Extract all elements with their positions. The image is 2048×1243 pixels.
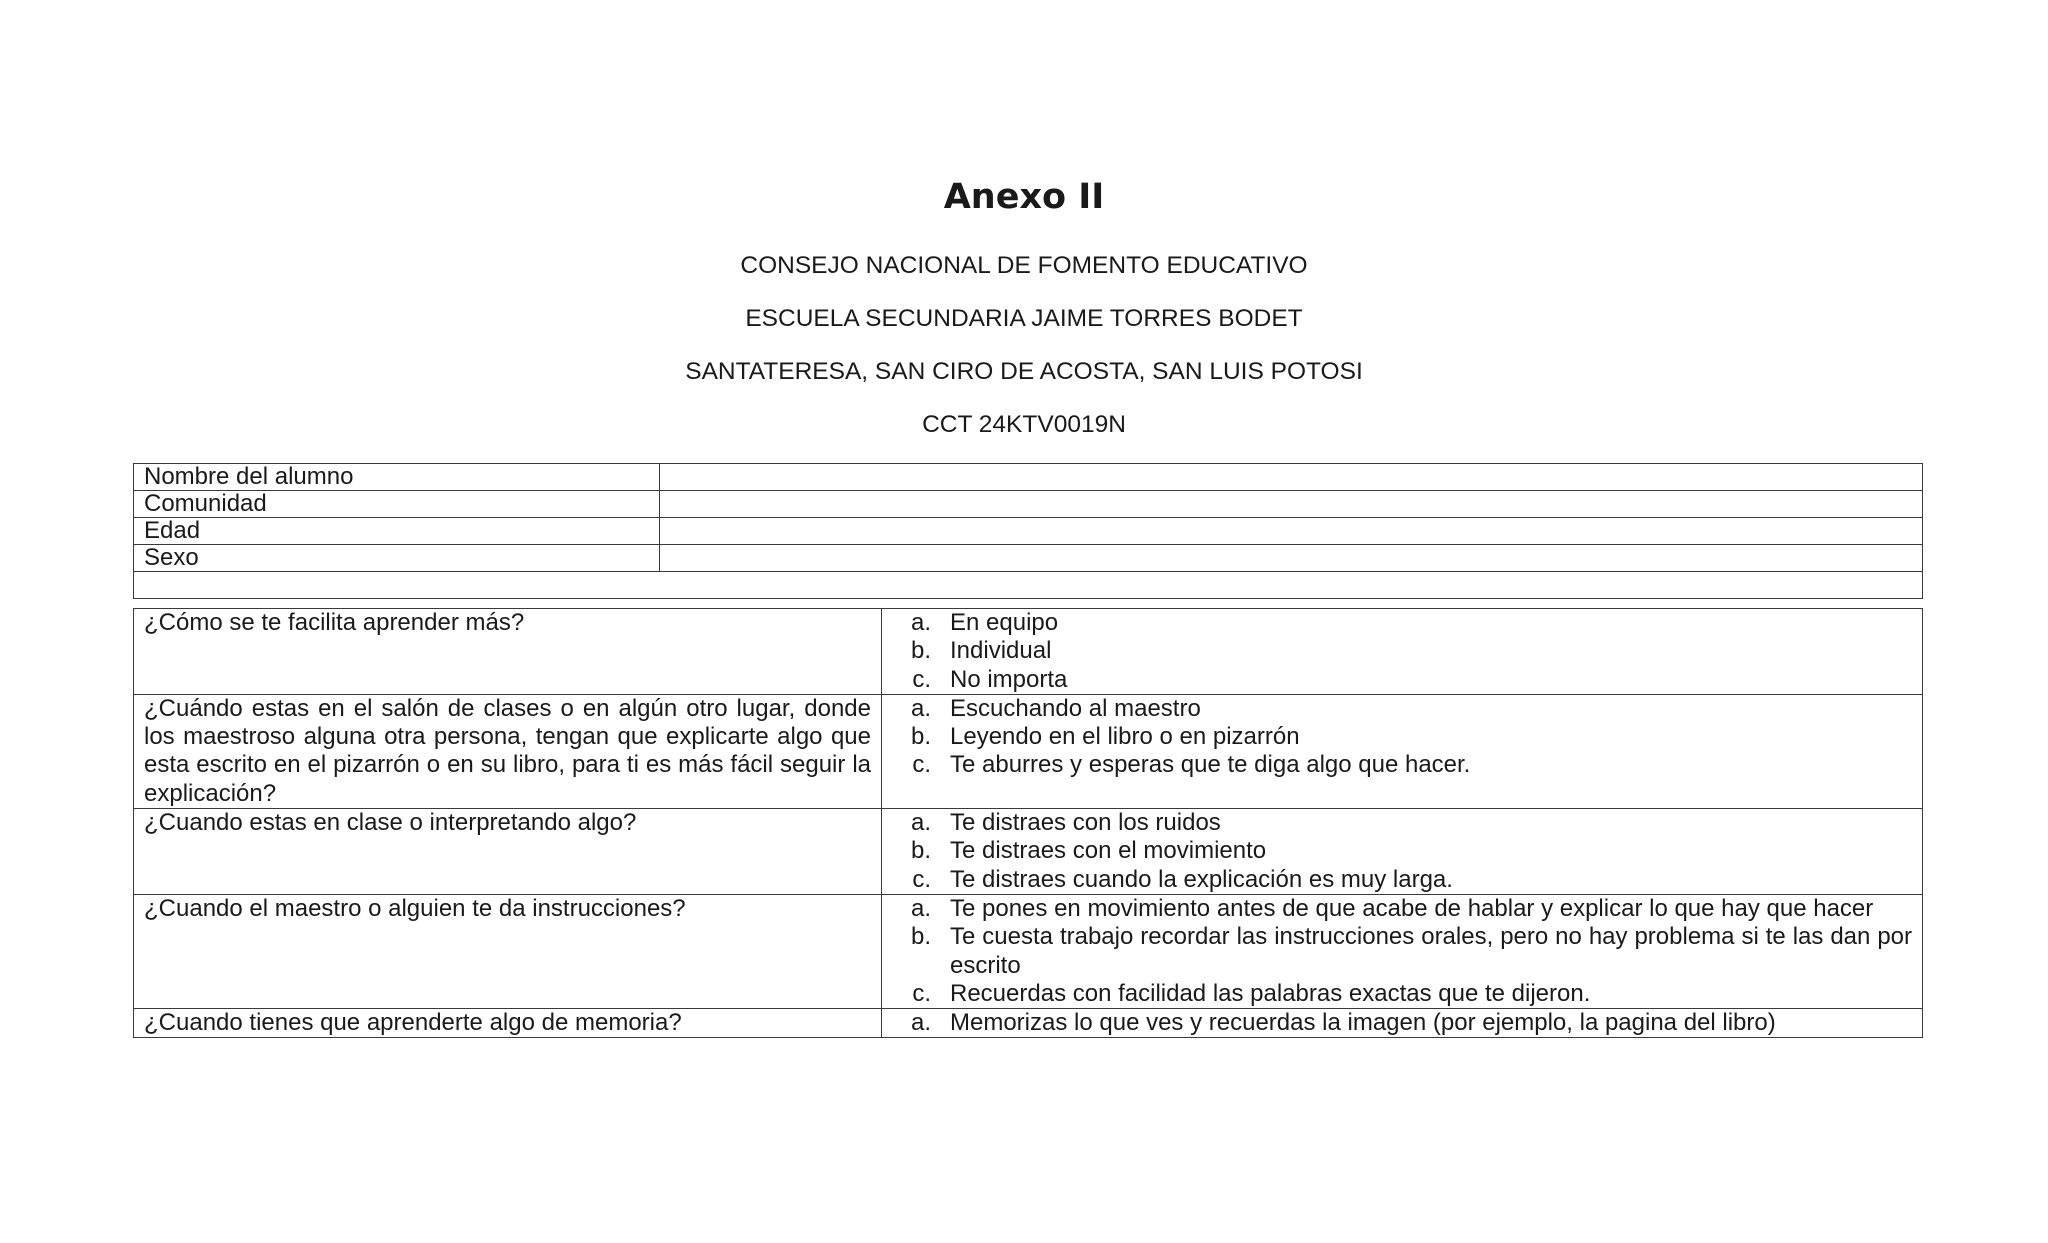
option-marker: b.	[910, 923, 931, 951]
option-marker: b.	[910, 637, 931, 665]
option-text: Escuchando al maestro	[950, 694, 1201, 722]
document-title: Anexo II	[943, 177, 1105, 217]
info-label-name: Nombre del alumno	[134, 464, 660, 491]
option-item[interactable]	[882, 1009, 1912, 1037]
option-text: Te distraes con el movimiento	[950, 837, 1267, 865]
question-text: ¿Cuando tienes que aprenderte algo de memoria?	[134, 1009, 882, 1038]
answer-options	[882, 1009, 1923, 1038]
info-label-age: Edad	[134, 518, 660, 545]
info-spacer-row	[134, 572, 1923, 599]
header-cct: CCT 24KTV0019N	[922, 411, 1126, 438]
option-list	[882, 609, 1912, 694]
question-row	[134, 609, 1923, 695]
option-marker: a.	[910, 694, 931, 722]
question-text: ¿Cómo se te facilita aprender más?	[134, 609, 882, 695]
questionnaire-table	[133, 608, 1923, 1038]
option-marker: a.	[910, 894, 931, 922]
option-marker: b.	[910, 837, 931, 865]
info-label-community: Comunidad	[134, 491, 660, 518]
option-item[interactable]	[882, 723, 1912, 751]
option-item[interactable]	[882, 809, 1912, 837]
option-marker: c.	[912, 865, 931, 893]
option-item[interactable]	[882, 695, 1912, 723]
question-text: ¿Cuándo estas en el salón de clases o en algún otro lugar, donde los maestroso alguna otra persona, tengan que explicarte algo que esta escrito en el pizarrón o en su libro, para ti es más fácil seguir la explicación?	[134, 694, 882, 808]
option-text: Te distraes con los ruidos	[950, 809, 1221, 837]
option-text: No importa	[950, 665, 1068, 693]
question-row	[134, 894, 1923, 1008]
question-row	[134, 1009, 1923, 1038]
option-text: En equipo	[950, 609, 1059, 636]
option-text: Te distraes cuando la explicación es muy larga.	[950, 865, 1453, 893]
info-value-name[interactable]	[660, 464, 1923, 491]
option-marker: a.	[910, 809, 931, 837]
option-list	[882, 895, 1912, 1008]
info-value-sex[interactable]	[660, 545, 1923, 572]
option-text: Te cuesta trabajo recordar las instrucciones orales, pero no hay problema si te las dan por escrito	[950, 923, 1912, 979]
header-school: ESCUELA SECUNDARIA JAIME TORRES BODET	[745, 305, 1303, 332]
option-marker: a.	[910, 609, 931, 636]
option-list	[882, 1009, 1912, 1037]
option-item[interactable]	[882, 609, 1912, 637]
option-text: Individual	[950, 637, 1052, 665]
header-location: SANTATERESA, SAN CIRO DE ACOSTA, SAN LUIS POTOSI	[685, 358, 1363, 385]
option-item[interactable]	[882, 866, 1912, 894]
option-item[interactable]	[882, 666, 1912, 694]
info-row-sex	[134, 545, 1923, 572]
option-marker: c.	[912, 751, 931, 779]
question-row	[134, 694, 1923, 808]
option-text: Te pones en movimiento antes de que acabe de hablar y explicar lo que hay que hacer	[950, 894, 1874, 922]
question-text: ¿Cuando estas en clase o interpretando algo?	[134, 809, 882, 895]
option-item[interactable]	[882, 837, 1912, 865]
info-row-name	[134, 464, 1923, 491]
option-item[interactable]	[882, 923, 1912, 980]
info-value-age[interactable]	[660, 518, 1923, 545]
option-marker: c.	[912, 979, 931, 1007]
option-item[interactable]	[882, 637, 1912, 665]
option-item[interactable]	[882, 980, 1912, 1008]
option-list	[882, 809, 1912, 894]
option-text: Te aburres y esperas que te diga algo que hacer.	[950, 751, 1471, 779]
info-label-sex: Sexo	[134, 545, 660, 572]
info-row-age	[134, 518, 1923, 545]
option-text: Memorizas lo que ves y recuerdas la imagen (por ejemplo, la pagina del libro)	[950, 1009, 1776, 1037]
info-spacer-cell	[134, 572, 1923, 599]
option-item[interactable]	[882, 895, 1912, 923]
option-list	[882, 695, 1912, 780]
question-row	[134, 809, 1923, 895]
option-marker: c.	[912, 665, 931, 693]
answer-options	[882, 609, 1923, 695]
option-text: Recuerdas con facilidad las palabras exactas que te dijeron.	[950, 979, 1591, 1007]
info-row-community	[134, 491, 1923, 518]
header-organization: CONSEJO NACIONAL DE FOMENTO EDUCATIVO	[740, 252, 1308, 279]
question-text: ¿Cuando el maestro o alguien te da instrucciones?	[134, 894, 882, 1008]
option-marker: a.	[910, 1009, 931, 1037]
student-info-table	[133, 463, 1923, 599]
info-value-community[interactable]	[660, 491, 1923, 518]
answer-options	[882, 694, 1923, 808]
option-marker: b.	[910, 723, 931, 751]
answer-options	[882, 809, 1923, 895]
answer-options	[882, 894, 1923, 1008]
option-item[interactable]	[882, 751, 1912, 779]
option-text: Leyendo en el libro o en pizarrón	[950, 723, 1300, 751]
